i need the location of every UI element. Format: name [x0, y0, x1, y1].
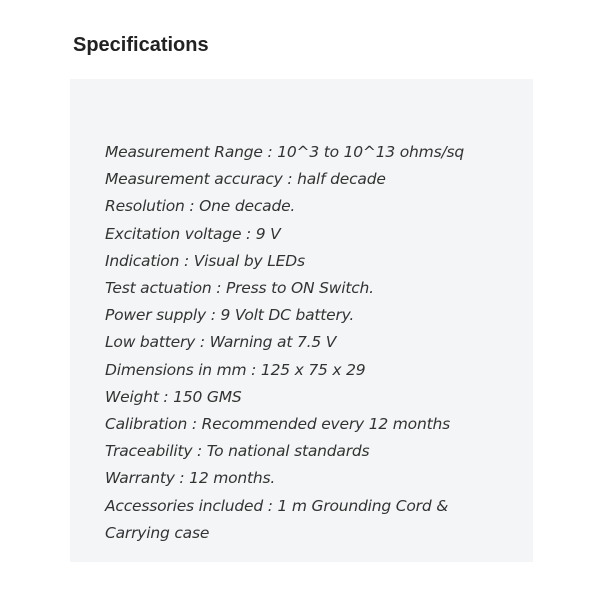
spec-calibration: Calibration : Recommended every 12 months — [105, 415, 450, 434]
specifications-list — [105, 139, 515, 547]
spec-indication: Indication : Visual by LEDs — [105, 251, 305, 270]
spec-accessories: Accessories included : 1 m Grounding Cord & Carrying case — [105, 496, 449, 542]
spec-low-battery: Low battery : Warning at 7.5 V — [105, 333, 337, 352]
specifications-panel — [70, 79, 533, 562]
spec-dimensions: Dimensions in mm : 125 x 75 x 29 — [105, 360, 366, 379]
spec-measurement-accuracy: Measurement accuracy : half decade — [105, 170, 386, 189]
section-title: Specifications — [73, 34, 209, 56]
spec-measurement-range: Measurement Range : 10^3 to 10^13 ohms/sq — [105, 143, 464, 161]
spec-warranty: Warranty : 12 months. — [105, 469, 276, 488]
spec-weight: Weight : 150 GMS — [105, 387, 242, 406]
spec-power-supply: Power supply : 9 Volt DC battery. — [105, 306, 355, 325]
spec-test-actuation: Test actuation : Press to ON Switch. — [105, 279, 374, 298]
spec-excitation-voltage: Excitation voltage : 9 V — [105, 224, 281, 243]
spec-traceability: Traceability : To national standards — [105, 442, 370, 461]
spec-resolution: Resolution : One decade. — [105, 197, 296, 216]
